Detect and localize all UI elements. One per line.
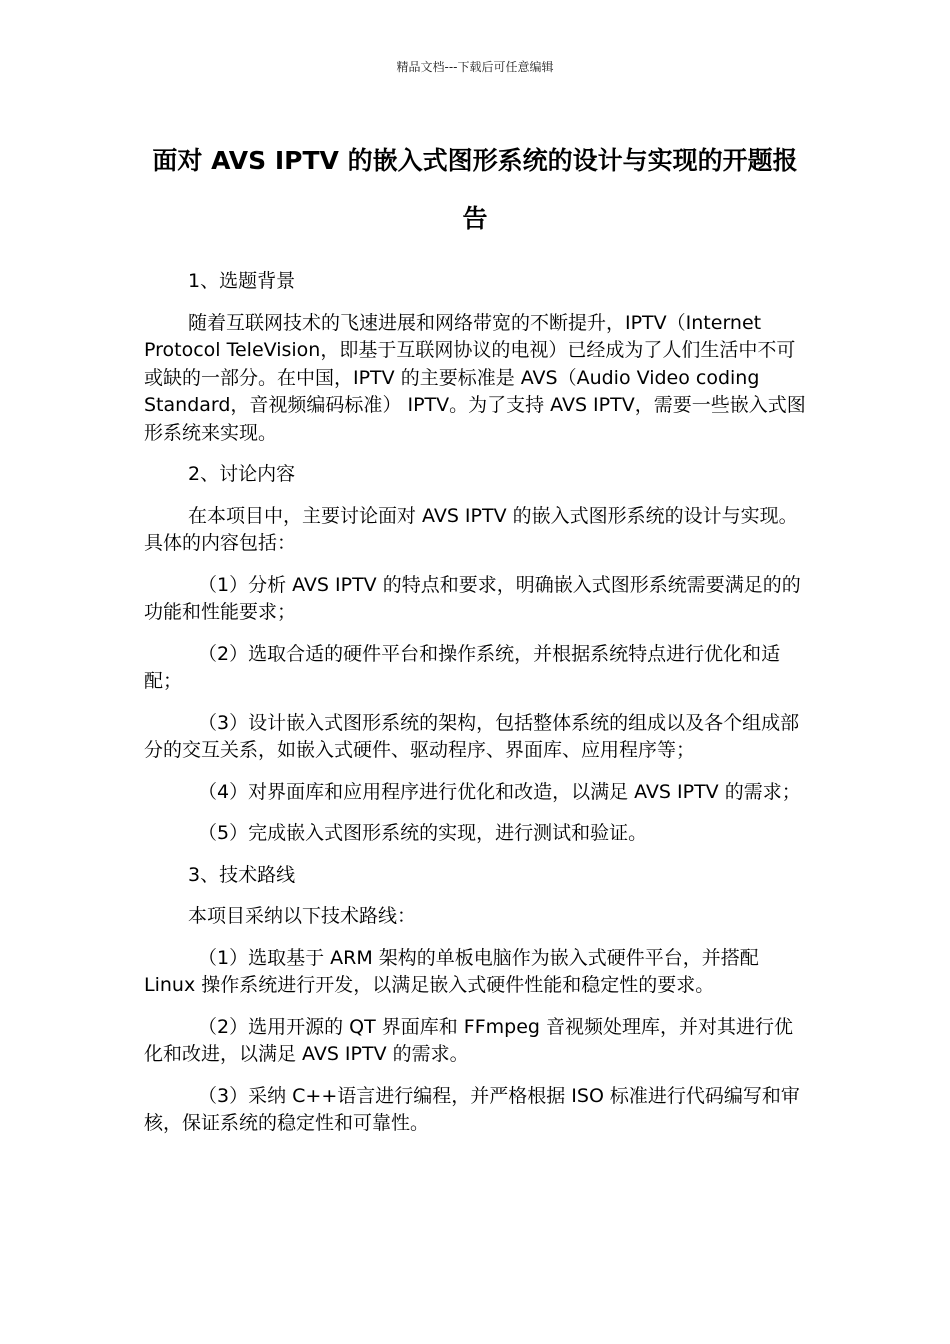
section-1-paragraph: 随着互联网技术的飞速进展和网络带宽的不断提升，IPTV（Internet Protocol TeleVision，即基于互联网协议的电视）已经成为了人们生活中不可或缺的一部分。在中国，IPTV 的主要标准是 AVS（Audio Video coding Standard，音视频编码标准） IPTV。为了支持 AVS IPTV，需要一些嵌入式图形系统来实现。: [144, 311, 806, 444]
section-2-item-1: （1）分析 AVS IPTV 的特点和要求，明确嵌入式图形系统需要满足的的功能和性能要求；: [144, 573, 801, 623]
section-2-item-3: （3）设计嵌入式图形系统的架构，包括整体系统的组成以及各个组成部分的交互关系，如嵌入式硬件、驱动程序、界面库、应用程序等；: [144, 711, 800, 761]
section-2-heading: 2、讨论内容: [188, 463, 296, 485]
document-body: [144, 268, 806, 1152]
section-2-paragraph: 在本项目中，主要讨论面对 AVS IPTV 的嵌入式图形系统的设计与实现。具体的内容包括：: [144, 504, 798, 554]
section-2-item-5: （5）完成嵌入式图形系统的实现，进行测试和验证。: [198, 822, 648, 844]
section-3-item-1: （1）选取基于 ARM 架构的单板电脑作为嵌入式硬件平台，并搭配 Linux 操作系统进行开发，以满足嵌入式硬件性能和稳定性的要求。: [144, 946, 759, 996]
page-header: 精品文档---下载后可任意编辑: [396, 60, 554, 74]
section-3-item-3: （3）采纳 C++语言进行编程，并严格根据 ISO 标准进行代码编写和审核，保证系统的稳定性和可靠性。: [144, 1084, 800, 1134]
section-1-heading: 1、选题背景: [188, 270, 296, 292]
section-2-item-4: （4）对界面库和应用程序进行优化和改造，以满足 AVS IPTV 的需求；: [198, 780, 801, 803]
document-title: 面对 AVS IPTV 的嵌入式图形系统的设计与实现的开题报告: [152, 146, 798, 233]
section-3-heading: 3、技术路线: [188, 863, 296, 886]
section-3-item-2: （2）选用开源的 QT 界面库和 FFmpeg 音视频处理库，并对其进行优化和改进，以满足 AVS IPTV 的需求。: [144, 1015, 793, 1065]
section-2-item-2: （2）选取合适的硬件平台和操作系统，并根据系统特点进行优化和适配；: [144, 642, 781, 692]
section-3-paragraph: 本项目采纳以下技术路线：: [188, 905, 417, 927]
